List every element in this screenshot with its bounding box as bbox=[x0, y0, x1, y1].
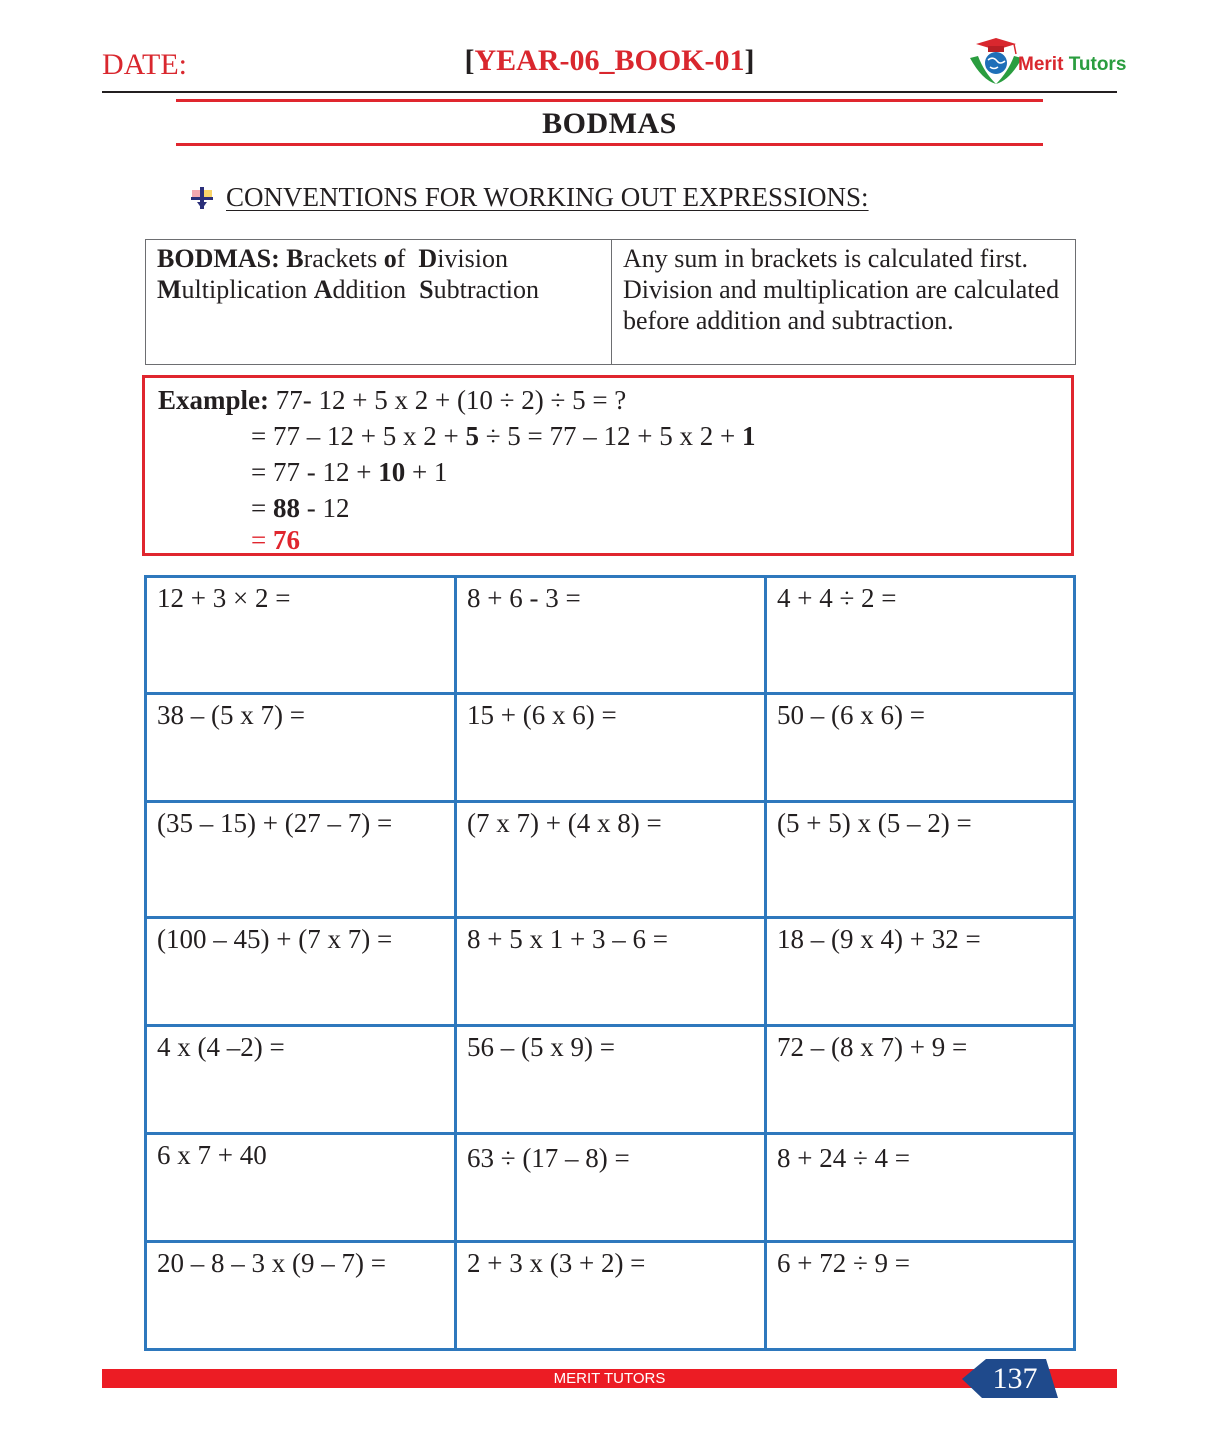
section-heading bbox=[191, 182, 869, 213]
exercise-cell: 50 – (6 x 6) = bbox=[777, 700, 925, 730]
exercise-cell: 56 – (5 x 9) = bbox=[467, 1032, 615, 1062]
exercise-cell: 8 + 24 ÷ 4 = bbox=[777, 1143, 911, 1173]
conventions-description: Any sum in brackets is calculated first. Division and multiplication are calculated before addition and subtraction. bbox=[623, 244, 1060, 335]
title-top-rule bbox=[176, 99, 1043, 102]
acronym-initial: A bbox=[313, 275, 333, 304]
section-heading-text: CONVENTIONS FOR WORKING OUT EXPRESSIONS: bbox=[226, 182, 869, 212]
exercise-cell: 6 + 72 ÷ 9 = bbox=[777, 1248, 911, 1278]
page-number: 137 bbox=[992, 1362, 1038, 1395]
conventions-table bbox=[145, 239, 1076, 365]
acronym-initial: o bbox=[383, 244, 397, 273]
example-label: Example: bbox=[158, 385, 269, 415]
acronym-initial: M bbox=[157, 275, 182, 304]
step-text: - 12 bbox=[299, 493, 350, 523]
step-bold: 1 bbox=[741, 421, 756, 451]
acronym-word: ubtraction bbox=[433, 275, 540, 304]
acronym-word: ddition bbox=[332, 275, 407, 304]
acronym-initial: B bbox=[286, 244, 304, 273]
step-text: = bbox=[251, 525, 273, 555]
example-question-line bbox=[158, 385, 626, 415]
footer-brand: MERIT TUTORS bbox=[553, 1370, 666, 1387]
book-code-open-bracket: [ bbox=[464, 44, 475, 77]
logo-text-merit: Merit bbox=[1018, 54, 1064, 75]
exercise-cell: 6 x 7 + 40 bbox=[157, 1140, 267, 1170]
grid-divider bbox=[147, 1132, 1073, 1135]
exercise-cell: (7 x 7) + (4 x 8) = bbox=[467, 808, 662, 838]
bodmas-acronym-cell bbox=[146, 240, 612, 364]
exercise-cell: 2 + 3 x (3 + 2) = bbox=[467, 1248, 646, 1278]
example-answer-line bbox=[251, 525, 300, 555]
bodmas-label: BODMAS: bbox=[157, 244, 280, 273]
exercise-cell: 18 – (9 x 4) + 32 = bbox=[777, 924, 981, 954]
exercise-cell: 12 + 3 × 2 = bbox=[157, 583, 291, 613]
acronym-word: ultiplication bbox=[181, 275, 308, 304]
example-box bbox=[142, 375, 1074, 556]
exercise-cell: 38 – (5 x 7) = bbox=[157, 700, 305, 730]
date-label: DATE: bbox=[102, 48, 187, 81]
arrow-bullet-icon bbox=[191, 187, 213, 209]
example-question: 77- 12 + 5 x 2 + (10 ÷ 2) ÷ 5 = ? bbox=[275, 385, 627, 415]
exercise-cell: 8 + 5 x 1 + 3 – 6 = bbox=[467, 924, 668, 954]
step-text: + 1 bbox=[405, 457, 448, 487]
exercise-cell: 20 – 8 – 3 x (9 – 7) = bbox=[157, 1248, 386, 1278]
exercise-cell: 8 + 6 - 3 = bbox=[467, 583, 581, 613]
step-bold: 10 bbox=[378, 457, 406, 487]
step-text: = bbox=[251, 493, 273, 523]
step-text: ÷ 5 = 77 – 12 + 5 x 2 + bbox=[478, 421, 742, 451]
example-step-3 bbox=[251, 493, 349, 523]
book-code-close-bracket: ] bbox=[744, 44, 755, 77]
acronym-initial: D bbox=[418, 244, 438, 273]
exercise-cell: (35 – 15) + (27 – 7) = bbox=[157, 808, 393, 838]
exercise-cell: 63 ÷ (17 – 8) = bbox=[467, 1143, 630, 1173]
acronym-initial: S bbox=[419, 275, 434, 304]
acronym-word: ivision bbox=[437, 244, 508, 273]
title-bottom-rule bbox=[176, 143, 1043, 146]
acronym-word: f bbox=[396, 244, 406, 273]
exercise-cell: 15 + (6 x 6) = bbox=[467, 700, 617, 730]
exercise-cell: 4 + 4 ÷ 2 = bbox=[777, 583, 897, 613]
header-divider bbox=[102, 91, 1117, 93]
exercise-cell: 4 x (4 –2) = bbox=[157, 1032, 285, 1062]
example-step-1 bbox=[251, 421, 755, 451]
acronym-word: rackets bbox=[303, 244, 378, 273]
step-bold: 88 bbox=[272, 493, 300, 523]
step-bold: 5 bbox=[465, 421, 479, 451]
exercise-cell: (5 + 5) x (5 – 2) = bbox=[777, 808, 972, 838]
step-text: = 77 – 12 + 5 x 2 + bbox=[251, 421, 466, 451]
step-text: = 77 - 12 + bbox=[251, 457, 379, 487]
page-title: BODMAS bbox=[542, 107, 677, 140]
book-code-text: YEAR-06_BOOK-01 bbox=[474, 44, 745, 77]
logo-text bbox=[1018, 54, 1126, 76]
example-step-2 bbox=[251, 457, 447, 487]
exercise-cell: 72 – (8 x 7) + 9 = bbox=[777, 1032, 968, 1062]
example-answer: 76 bbox=[272, 525, 300, 555]
logo-text-tutors: Tutors bbox=[1068, 54, 1127, 75]
exercise-cell: (100 – 45) + (7 x 7) = bbox=[157, 924, 393, 954]
exercise-grid bbox=[144, 575, 1076, 1351]
